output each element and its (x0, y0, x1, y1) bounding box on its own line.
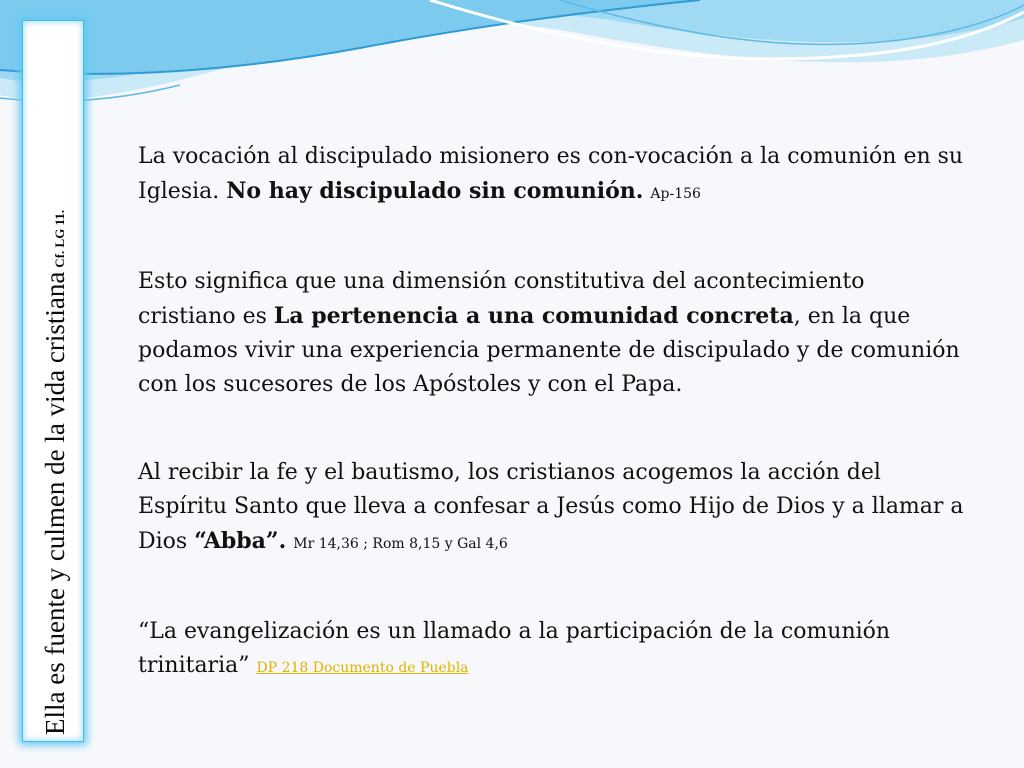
puebla-document-link[interactable]: DP 218 Documento de Puebla (256, 660, 469, 676)
paragraph-1 (138, 140, 968, 211)
p3-reference: Mr 14,36 ; Rom 8,15 y Gal 4,6 (293, 536, 508, 552)
top-wave-decoration (0, 0, 1024, 120)
paragraph-3 (138, 456, 968, 561)
p1-reference: Ap-156 (650, 186, 701, 202)
p4-text: “La evangelización es un llamado a la participación de la comunión trinitaria” (138, 619, 891, 678)
p3-text-before: Al recibir la fe y el bautismo, los cristianos acogemos la acción del Espíritu Santo que lleva a confesar a Jesús como Hijo de Dios y a llamar a Dios (138, 460, 964, 554)
p1-text: La vocación al discipulado misionero es con-vocación a la comunión en su Iglesia. (138, 144, 964, 204)
p2-text-before: Esto significa que una dimensión constitutiva del acontecimiento cristiano es (138, 269, 865, 329)
side-title (40, 210, 71, 735)
slide-body (138, 140, 968, 739)
side-title-text: Ella es fuente y culmen de la vida cristiana (40, 271, 70, 735)
paragraph-2 (138, 265, 968, 402)
p2-bold: La pertenencia a una comunidad concreta (273, 303, 794, 329)
side-title-reference: Cf. LG 11. (52, 209, 67, 268)
p3-bold: “Abba”. (194, 528, 287, 554)
p2-text-after: , en la que podamos vivir una experiencia permanente de discipulado y de comunión con los sucesores de los Apóstoles y con el Papa. (138, 304, 960, 397)
paragraph-4 (138, 615, 968, 685)
p1-bold: No hay discipulado sin comunión. (226, 178, 644, 204)
